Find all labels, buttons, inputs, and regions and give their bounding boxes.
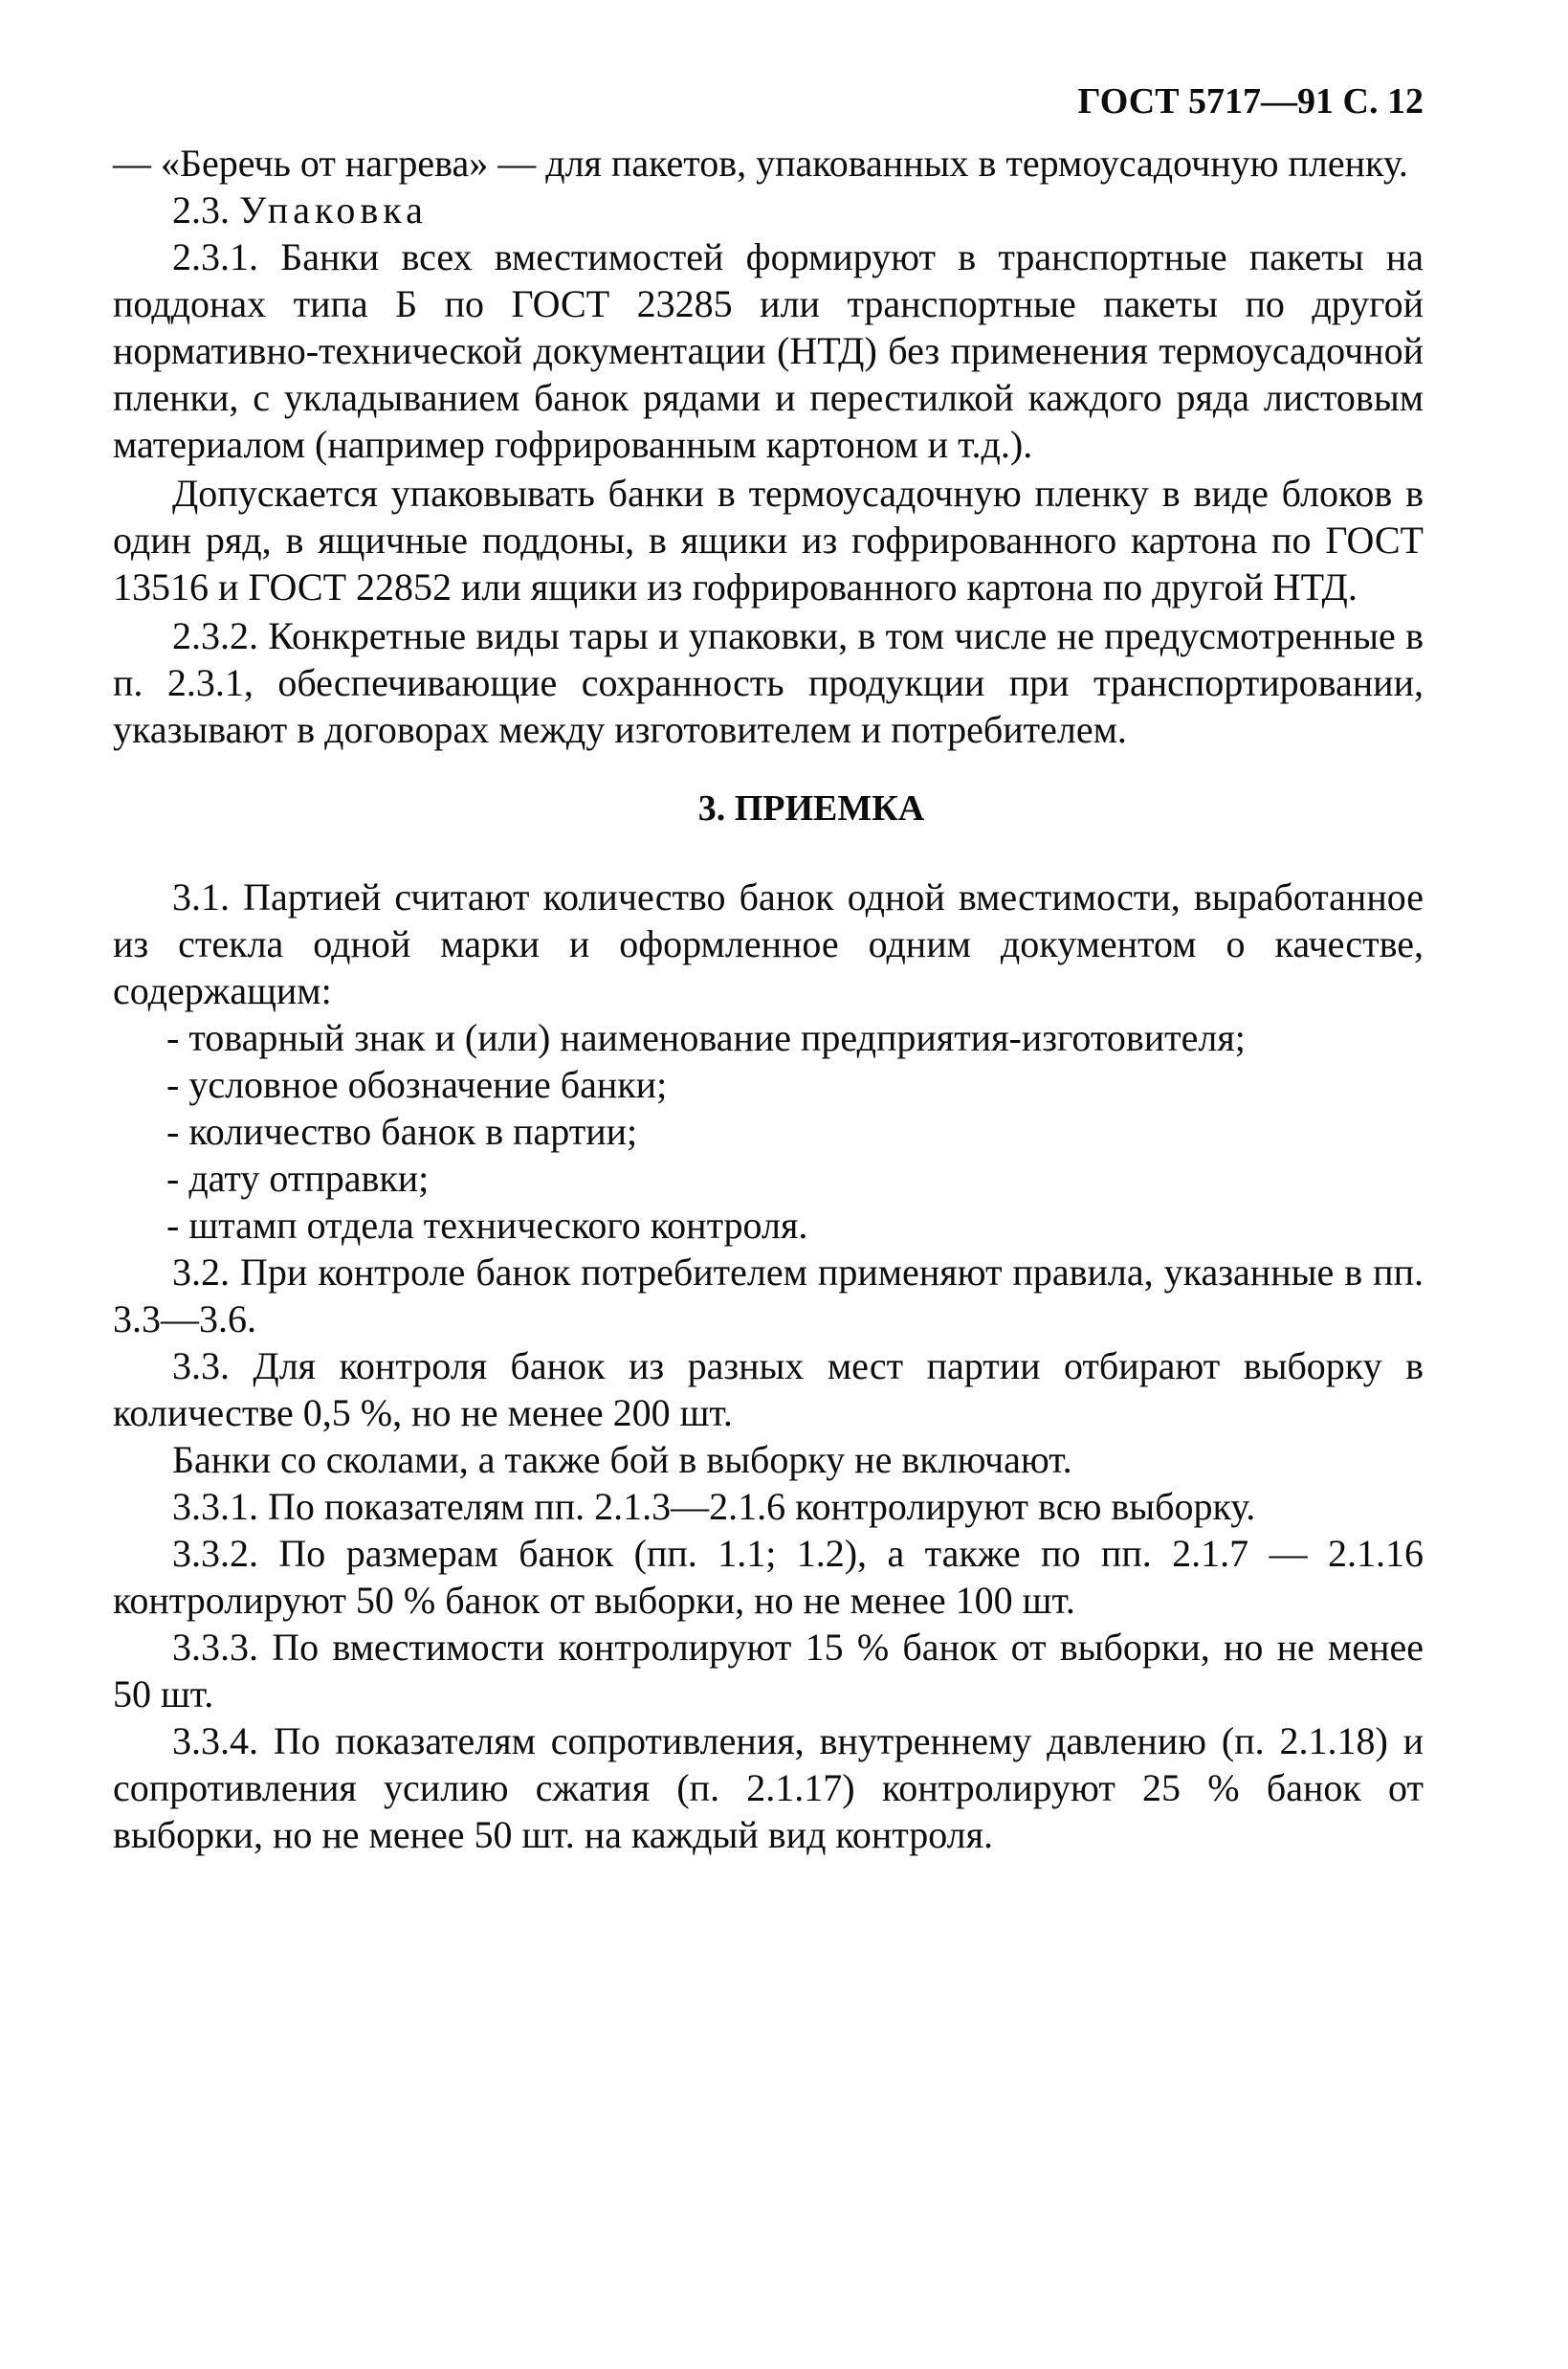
paragraph-3-2: 3.2. При контроле банок потребителем применяют правила, указанные в пп. 3.3—3.6. — [113, 1251, 1424, 1340]
paragraph-3-3-1: 3.3.1. По показателям пп. 2.1.3—2.1.6 контролируют всю выборку. — [172, 1485, 1256, 1528]
paragraph-2-3-2: 2.3.2. Конкретные виды тары и упаковки, в том числе не предусмотренные в п. 2.3.1, обеспечивающие сохранность продукции при транспортировании, указывают в договорах между изготовителем и потребителем. — [113, 614, 1424, 751]
document-page — [113, 78, 1424, 1858]
paragraph-3-3-2: 3.3.2. По размерам банок (пп. 1.1; 1.2), а также по пп. 2.1.7 — 2.1.16 контролируют 50 % банок от выборки, но не менее 100 шт. — [113, 1532, 1424, 1622]
paragraph-heat-warning: — «Беречь от нагрева» — для пакетов, упакованных в термоусадочную пленку. — [113, 142, 1408, 185]
page-header: ГОСТ 5717—91 С. 12 — [1077, 81, 1424, 122]
list-item: - количество банок в партии; — [166, 1110, 638, 1153]
paragraph-2-3-1-continued: Допускается упаковывать банки в термоусадочную пленку в виде блоков в один ряд, в ящичные поддоны, в ящики из гофрированного картона по ГОСТ 13516 и ГОСТ 22852 или ящики из гофрированного картона по другой НТД. — [113, 472, 1424, 609]
subsection-heading-2-3 — [113, 187, 1424, 233]
subsection-title: Упаковка — [239, 188, 428, 232]
paragraph-3-3-4: 3.3.4. По показателям сопротивления, внутреннему давлению (п. 2.1.18) и сопротивления усилию сжатия (п. 2.1.17) контролируют 25 % банок от выборки, но не менее 50 шт. на каждый вид контроля. — [113, 1719, 1424, 1856]
list-item: - условное обозначение банки; — [166, 1063, 668, 1106]
paragraph-3-3: 3.3. Для контроля банок из разных мест партии отбирают выборку в количестве 0,5 %, но не менее 200 шт. — [113, 1344, 1424, 1434]
paragraph-2-3-1: 2.3.1. Банки всех вместимостей формируют в транспортные пакеты на поддонах типа Б по ГОСТ 23285 или транспортные пакеты по другой нормативно-технической документации (НТД) без применения термоусадочной пленки, с укладыванием банок рядами и перестилкой каждого ряда листовым материалом (например гофрированным картоном и т.д.). — [113, 235, 1424, 466]
section-title-acceptance: 3. ПРИЕМКА — [697, 788, 925, 829]
list-item: - штамп отдела технического контроля. — [166, 1204, 808, 1247]
paragraph-3-3-note: Банки со сколами, а также бой в выборку не включают. — [172, 1438, 1072, 1481]
paragraph-3-1: 3.1. Партией считают количество банок одной вместимости, выработанное из стекла одной марки и оформленное одним документом о качестве, содержащим: — [113, 875, 1424, 1012]
list-item: - товарный знак и (или) наименование предприятия-изготовителя; — [166, 1016, 1246, 1059]
list-item: - дату отправки; — [166, 1157, 430, 1200]
paragraph-3-3-3: 3.3.3. По вместимости контролируют 15 % банок от выборки, но не менее 50 шт. — [113, 1626, 1424, 1716]
subsection-number: 2.3. — [172, 188, 230, 232]
